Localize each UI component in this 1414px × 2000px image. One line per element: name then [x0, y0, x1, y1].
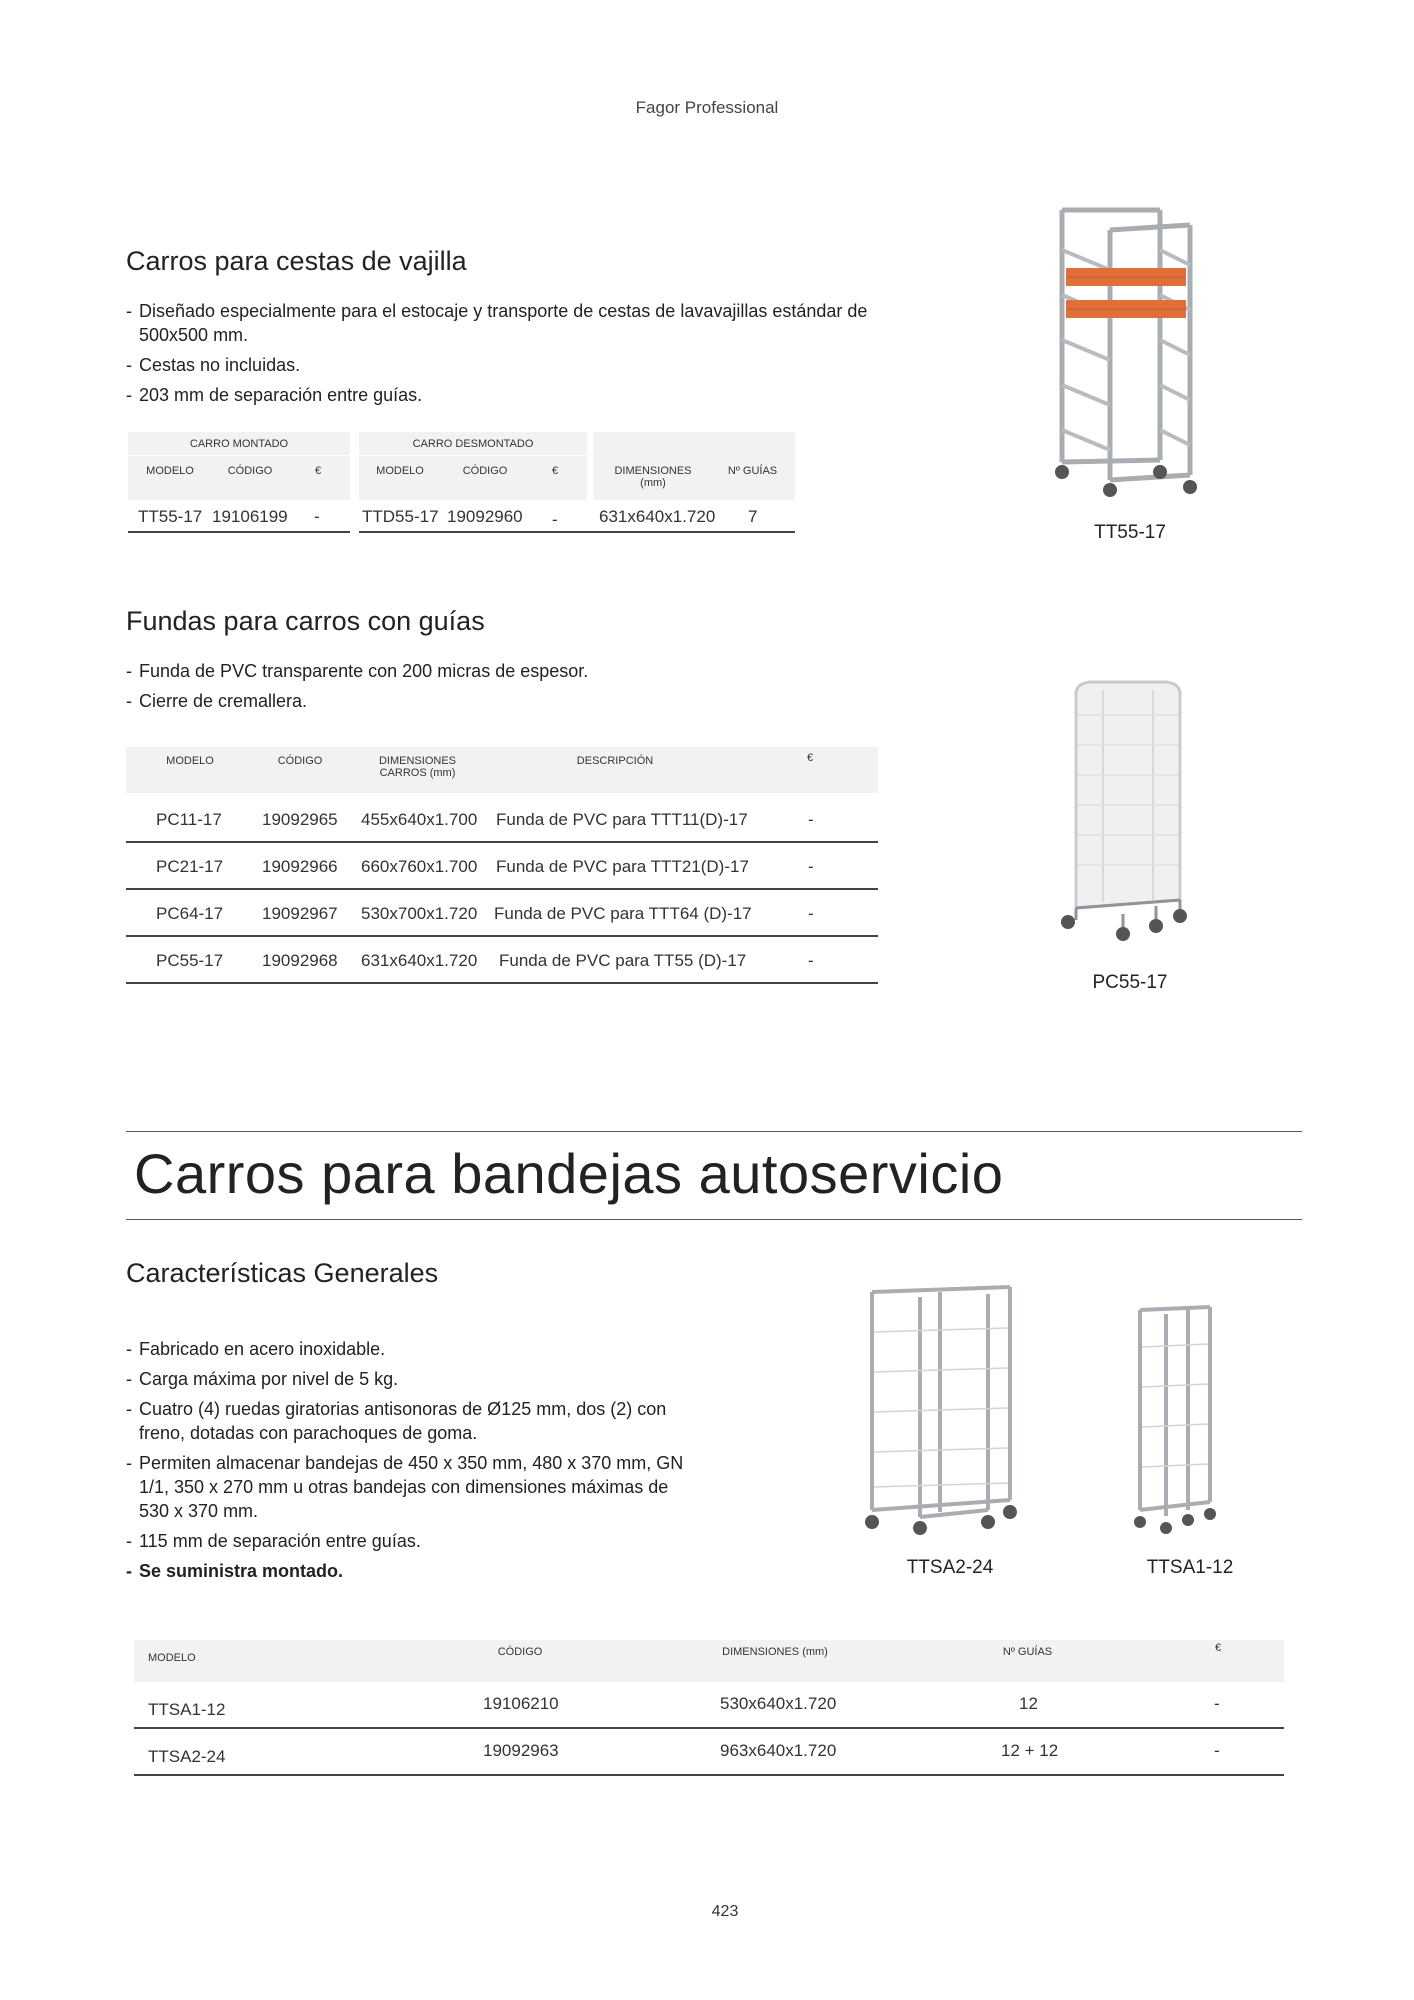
- page-number: 423: [711, 1903, 739, 1920]
- cell-dimensiones: 660x760x1.700: [361, 857, 478, 876]
- cell-modelo: TTSA1-12: [148, 1700, 226, 1719]
- title-rule-top: [126, 1131, 1302, 1132]
- header-divider: [128, 455, 350, 456]
- cell-dimensiones: 963x640x1.720: [720, 1741, 837, 1760]
- cell-descripcion: Funda de PVC para TTT11(D)-17: [496, 810, 748, 829]
- image-caption-ttsa1: TTSA1-12: [1146, 1557, 1234, 1578]
- bullet-item: - Fabricado en acero inoxidable.: [126, 1337, 691, 1361]
- title-rule-bottom: [126, 1219, 1302, 1220]
- cell-descripcion: Funda de PVC para TTT21(D)-17: [496, 857, 749, 876]
- cell-precio: -: [552, 510, 558, 529]
- col-header-modelo: MODELO: [146, 465, 194, 477]
- cell-modelo: PC64-17: [156, 904, 224, 923]
- cell-modelo: TT55-17: [138, 507, 203, 526]
- group-header-montado: CARRO MONTADO: [189, 438, 289, 450]
- cell-descripcion: Funda de PVC para TTT64 (D)-17: [494, 904, 752, 923]
- col-header-codigo: CÓDIGO: [497, 1646, 543, 1658]
- cell-codigo: 19092967: [262, 904, 338, 923]
- cell-codigo: 19092968: [262, 951, 338, 970]
- bullet-item: - Se suministra montado.: [126, 1559, 691, 1583]
- header-divider: [359, 455, 587, 456]
- cell-codigo: 19092966: [262, 857, 338, 876]
- row-divider: [126, 888, 878, 890]
- col-header-modelo: MODELO: [166, 755, 214, 767]
- row-divider: [126, 935, 878, 937]
- cell-precio: -: [314, 507, 320, 526]
- col-header-descripcion: DESCRIPCIÓN: [576, 755, 654, 767]
- cell-descripcion: Funda de PVC para TT55 (D)-17: [499, 951, 747, 970]
- cell-codigo: 19092965: [262, 810, 338, 829]
- cell-codigo: 19106199: [212, 507, 288, 526]
- bullet-list-fundas: [126, 659, 886, 719]
- trolley-tt55-image: [1040, 190, 1230, 510]
- trolley-ttsa1-image: [1128, 1292, 1228, 1542]
- bullet-item: - Cestas no incluidas.: [126, 353, 886, 377]
- bullet-item: - Permiten almacenar bandejas de 450 x 350 mm, 480 x 370 mm, GN 1/1, 350 x 270 mm u otras bandejas con dimensiones máximas de 530 x 370 mm.: [126, 1451, 691, 1523]
- section-title-fundas: Fundas para carros con guías: [126, 606, 485, 636]
- col-header-codigo: CÓDIGO: [462, 465, 508, 477]
- bullet-item: - Cuatro (4) ruedas giratorias antisonoras de Ø125 mm, dos (2) con freno, dotadas con parachoques de goma.: [126, 1397, 691, 1445]
- cell-precio: -: [808, 857, 814, 876]
- cell-dimensiones: 530x640x1.720: [720, 1694, 837, 1713]
- col-header-guias: Nº GUÍAS: [1002, 1646, 1053, 1658]
- table-header-bg: [134, 1640, 1284, 1682]
- cell-modelo: PC21-17: [156, 857, 224, 876]
- cell-dimensiones: 631x640x1.720: [361, 951, 478, 970]
- col-header-guias: Nº GUÍAS: [727, 465, 778, 477]
- bullet-item: - Diseñado especialmente para el estocaje y transporte de cestas de lavavajillas estándar de 500x500 mm.: [126, 299, 886, 347]
- col-header-dimensiones: DIMENSIONES (mm): [722, 1646, 828, 1658]
- cell-precio: -: [1214, 1694, 1220, 1713]
- cell-codigo: 19106210: [483, 1694, 559, 1713]
- main-section-title: Carros para bandejas autoservicio: [134, 1142, 1004, 1205]
- cell-modelo: TTSA2-24: [148, 1747, 226, 1766]
- bullet-item: - Funda de PVC transparente con 200 micras de espesor.: [126, 659, 886, 683]
- section-title-cestas: Carros para cestas de vajilla: [126, 246, 467, 276]
- cell-precio: -: [808, 904, 814, 923]
- bullet-item: - Carga máxima por nivel de 5 kg.: [126, 1367, 691, 1391]
- cell-guias: 7: [748, 507, 758, 526]
- col-header-modelo: MODELO: [376, 465, 424, 477]
- cell-dimensiones: 631x640x1.720: [599, 507, 716, 526]
- col-header-euro: €: [806, 752, 814, 764]
- image-caption-tt55: TT55-17: [1094, 522, 1166, 543]
- cell-codigo: 19092960: [447, 507, 523, 526]
- cell-precio: -: [808, 951, 814, 970]
- cell-guias: 12: [1019, 1694, 1038, 1713]
- subtitle-caracteristicas: Características Generales: [126, 1258, 439, 1288]
- col-header-codigo: CÓDIGO: [277, 755, 323, 767]
- group-header-desmontado: CARRO DESMONTADO: [412, 438, 534, 450]
- col-header-codigo: CÓDIGO: [227, 465, 273, 477]
- cell-modelo: TTD55-17: [362, 507, 439, 526]
- bullet-list-caracteristicas: [126, 1337, 691, 1589]
- bullet-list-cestas: [126, 299, 886, 413]
- row-divider: [128, 531, 350, 533]
- bullet-item: - 115 mm de separación entre guías.: [126, 1529, 691, 1553]
- cell-codigo: 19092963: [483, 1741, 559, 1760]
- col-header-dimensiones: DIMENSIONES CARROS (mm): [378, 755, 456, 779]
- covered-trolley-pc55-image: [1048, 670, 1208, 950]
- image-caption-pc55: PC55-17: [1092, 972, 1168, 993]
- bullet-item: - Cierre de cremallera.: [126, 689, 886, 713]
- table-header-bg: [126, 747, 878, 793]
- cell-modelo: PC55-17: [156, 951, 224, 970]
- image-caption-ttsa2: TTSA2-24: [906, 1557, 994, 1578]
- trolley-ttsa2-image: [860, 1272, 1030, 1542]
- brand-header: Fagor Professional: [635, 98, 779, 117]
- row-divider: [126, 982, 878, 984]
- row-divider: [134, 1774, 1284, 1776]
- cell-precio: -: [1214, 1741, 1220, 1760]
- row-divider: [126, 841, 878, 843]
- col-header-modelo: MODELO: [148, 1652, 196, 1664]
- cell-guias: 12 + 12: [1001, 1741, 1059, 1760]
- row-divider: [359, 531, 795, 533]
- cell-dimensiones: 530x700x1.720: [361, 904, 478, 923]
- col-header-dimensiones: DIMENSIONES (mm): [614, 465, 692, 489]
- bullet-item: - 203 mm de separación entre guías.: [126, 383, 886, 407]
- cell-modelo: PC11-17: [156, 810, 222, 829]
- col-header-euro: €: [1214, 1642, 1222, 1654]
- row-divider: [134, 1727, 1284, 1729]
- cell-dimensiones: 455x640x1.700: [361, 810, 478, 829]
- cell-precio: -: [808, 810, 814, 829]
- col-header-euro: €: [314, 465, 322, 477]
- col-header-euro: €: [551, 465, 559, 477]
